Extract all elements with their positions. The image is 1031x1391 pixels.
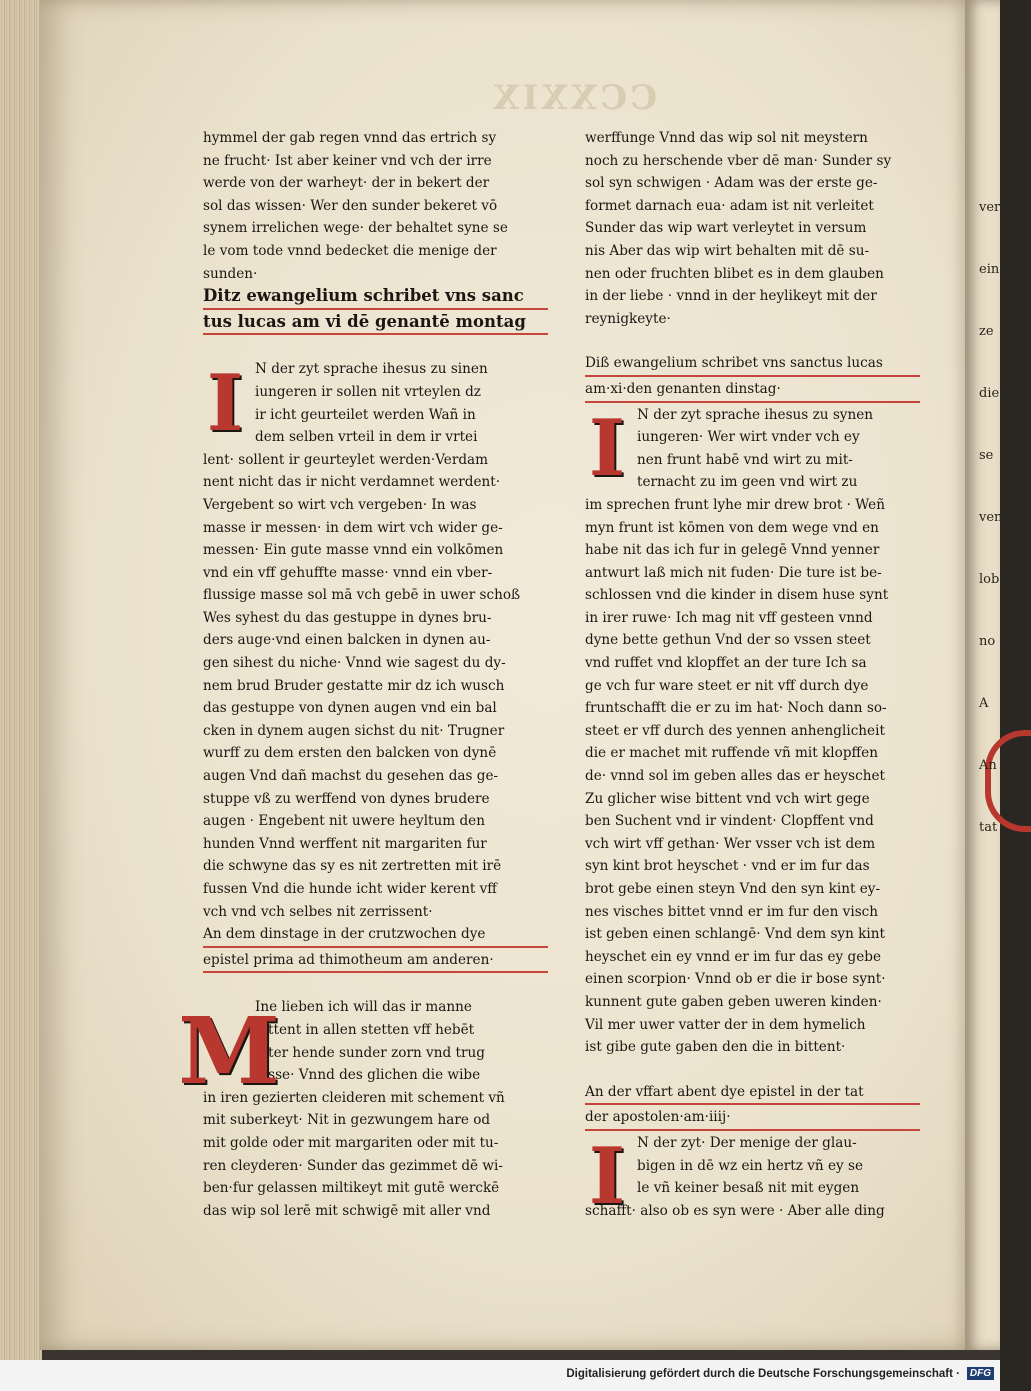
footer-credit: Digitalisierung gefördert durch die Deutsche Forschungsgemeinschaft ·	[566, 1368, 960, 1380]
rubric-rule	[203, 971, 548, 973]
text-line: Vil mer uwer vatter der in dem hymelich	[585, 1016, 866, 1033]
drop-cap-initial: I	[588, 403, 626, 495]
footer-bar	[0, 1360, 1000, 1391]
text-line: ist geben einen schlangē· Vnd dem syn kint	[585, 926, 885, 943]
text-line: gen sihest du niche· Vnnd wie sagest du dy-	[203, 655, 506, 672]
text-line: werffunge Vnnd das wip sol nit meystern	[585, 130, 868, 146]
text-line: sol syn schwigen · Adam was der erste ge-	[585, 175, 878, 192]
text-line: fussen Vnd die hunde icht wider kerent vff	[203, 881, 497, 897]
left-heading-2	[203, 923, 548, 973]
text-line: dem selben vrteil in dem ir vrtei	[255, 429, 478, 446]
rubric-rule	[203, 333, 548, 335]
text-line: in der liebe · vnnd in der heylikeyt mit der	[585, 288, 877, 305]
text-line: heyschet ein ey vnnd er im fur das ey gebe	[585, 948, 882, 965]
text-line: werde von der warheyt· der in bekert der	[203, 175, 490, 192]
text-line: steet er vff durch des yennen anhenglicheit	[585, 722, 885, 739]
text-line: die schwyne das sy es nit zertretten mit irē	[203, 858, 502, 875]
text-line: hymmel der gab regen vnnd das ertrich sy	[203, 130, 497, 146]
left-para-1	[203, 358, 548, 448]
text-line: vch wirt vff gethan· Wer vsser vch ist dem	[585, 835, 876, 852]
text-line: Wes syhest du das gestuppe in dynes bru-	[203, 609, 492, 626]
text-line: nisse· Vnnd des glichen die wibe	[255, 1067, 481, 1084]
text-line: in irer ruwe· Ich mag nit vff gesteen vnnd	[585, 609, 873, 626]
drop-cap-initial: M	[178, 997, 280, 1106]
text-line: antwurt laß mich nit fuden· Die ture ist be-	[585, 564, 882, 581]
text-line: brot gebe einen steyn Vnd den syn kint ey-	[585, 881, 881, 897]
text-line: nen oder fruchten blibet es in dem glauben	[585, 265, 884, 282]
rubric-rule	[585, 1129, 920, 1131]
text-line: Ine lieben ich will das ir manne	[255, 999, 472, 1016]
text-line: im sprechen frunt lyhe mir drew brot · Weñ	[585, 496, 885, 513]
text-line: luter hende sunder zorn vnd trug	[255, 1044, 485, 1061]
next-page-text-fragment: A	[979, 696, 989, 711]
text-line: nes visches bittet vnnd er im fur den visch	[585, 903, 879, 920]
text-line: schafft· also ob es syn were · Aber alle ding	[585, 1202, 885, 1219]
text-line: sunden·	[203, 265, 258, 282]
text-line: vch vnd vch selbes nit zerrissent·	[203, 903, 433, 920]
text-line: nis Aber das wip wirt behalten mit dē su-	[585, 242, 870, 259]
left-column	[178, 127, 548, 1222]
text-line: das wip sol lerē mit schwigē mit aller vnd	[203, 1202, 491, 1219]
text-line: N der zyt sprache ihesus zu synen	[637, 406, 874, 423]
next-page-edge	[965, 0, 1003, 1350]
text-line: N der zyt· Der menige der glau-	[637, 1134, 857, 1151]
text-line: die er machet mit ruffende vñ mit klopffen	[585, 745, 878, 762]
text-line: reynigkeyte·	[585, 310, 671, 327]
text-line: An der vffart abent dye epistel in der tat	[585, 1083, 864, 1100]
right-para-1-body	[585, 494, 920, 1059]
red-initial-fragment	[985, 730, 1031, 832]
next-page-text-fragment: tat	[979, 820, 998, 835]
dfg-logo: DFG	[967, 1367, 994, 1380]
rubric-rule	[585, 375, 920, 377]
rubric-rule	[203, 946, 548, 948]
text-line: kunnent gute gaben geben uweren kinden·	[585, 993, 882, 1010]
left-opening-text	[203, 127, 548, 285]
text-line: noch zu herschende vber dē man· Sunder sy	[585, 152, 892, 169]
text-line: ir icht geurteilet werden Wañ in	[255, 406, 476, 423]
text-line: ne frucht· Ist aber keiner vnd vch der irre	[203, 152, 492, 169]
text-line: dyne bette gethun Vnd der so vssen steet	[585, 632, 871, 649]
text-line: bigen in dē wz ein hertz vñ ey se	[637, 1157, 864, 1174]
text-line: einen scorpion· Vnnd ob er die ir bose synt·	[585, 971, 886, 988]
next-page-text-fragment: lob	[979, 572, 1000, 587]
next-page-text-fragment: An	[979, 758, 997, 773]
next-page-text-fragment: no	[979, 634, 996, 649]
drop-cap-initial: I	[206, 357, 244, 449]
text-line: mit suberkeyt· Nit in gezwungem hare od	[203, 1112, 491, 1129]
text-line: ren cleyderen· Sunder das gezimmet dē wi-	[203, 1157, 503, 1174]
text-line: nent nicht das ir nicht verdamnet werdent·	[203, 474, 501, 491]
rubric-rule	[585, 1103, 920, 1105]
text-line: masse ir messen· in dem wirt vch wider ge-	[203, 519, 503, 536]
right-para-2-body	[585, 1200, 920, 1223]
page-edges	[0, 0, 42, 1360]
text-line: iungeren· Wer wirt vnder vch ey	[637, 429, 860, 446]
next-page-text-fragment: die	[979, 386, 1000, 401]
left-heading-1	[203, 285, 548, 335]
text-line: in iren gezierten cleideren mit schement vñ	[203, 1089, 505, 1106]
next-page-text-fragment: ven	[979, 510, 1003, 525]
text-line: ist gibe gute gaben den die in bittent·	[585, 1039, 846, 1056]
text-line: synem irrelichen wege· der behaltet syne se	[203, 220, 508, 237]
text-line: Vergebent so wirt vch vergeben· In was	[203, 496, 477, 513]
text-line: Ditz ewangelium schribet vns sanc	[203, 286, 524, 306]
next-page-text-fragment: ein	[979, 262, 1000, 277]
right-column	[585, 127, 920, 1222]
text-line: le vom tode vnnd bedecket die menige der	[203, 242, 497, 259]
text-line: de· vnnd sol im geben alles das er heyschet	[585, 768, 885, 785]
left-para-1-body	[203, 449, 548, 923]
text-line: ternacht zu im geen vnd wirt zu	[637, 474, 858, 491]
rubric-rule	[585, 401, 920, 403]
text-line: ben Suchent vnd ir vindent· Clopffent vnd	[585, 813, 874, 830]
text-line: An dem dinstage in der crutzwochen dye	[203, 926, 486, 943]
text-line: wurff zu dem ersten den balcken von dynē	[203, 745, 497, 762]
text-line: am·xi·den genanten dinstag·	[585, 380, 781, 397]
text-line: N der zyt sprache ihesus zu sinen	[255, 361, 488, 378]
text-line: der apostolen·am·iiij·	[585, 1109, 731, 1126]
text-line: iungeren ir sollen nit vrteylen dz	[255, 383, 481, 400]
text-line: flussige masse sol mā vch gebē in uwer schoß	[203, 587, 521, 604]
text-line: das gestuppe von dynen augen vnd ein bal	[203, 700, 497, 717]
text-line: habe nit das ich fur in gelegē Vnnd yenner	[585, 542, 880, 559]
text-line: syn kint brot heyschet · vnd er im fur das	[585, 858, 870, 875]
text-line: vnd ruffet vnd klopffet an der ture Ich sa	[585, 655, 867, 672]
text-line: nen frunt habē vnd wirt zu mit-	[637, 451, 853, 468]
text-line: nem brud Bruder gestatte mir dz ich wusch	[203, 677, 505, 694]
text-line: ge vch fur ware steet er nit vff durch dye	[585, 677, 869, 694]
text-line: fruntschafft die er zu im hat· Noch dann so-	[585, 700, 887, 717]
folio-number: CCXXIX	[490, 78, 658, 118]
text-line: lent· sollent ir geurteylet werden·Verdam	[203, 451, 489, 468]
text-line: bittent in allen stetten vff hebēt	[255, 1021, 475, 1038]
text-line: mit golde oder mit margariten oder mit tu-	[203, 1134, 499, 1151]
rubric-rule	[203, 308, 548, 310]
drop-cap-initial: I	[588, 1131, 626, 1223]
text-line: vnd ein vff gehuffte masse· vnnd ein vber-	[203, 564, 493, 581]
text-line: myn frunt ist kōmen von dem wege vnd en	[585, 519, 879, 536]
next-page-text-fragment: ver	[979, 200, 1001, 215]
text-line: sol das wissen· Wer den sunder bekeret vō	[203, 197, 498, 214]
text-line: messen· Ein gute masse vnnd ein volkōmen	[203, 542, 504, 559]
text-line: cken in dynem augen sichst du nit· Trugner	[203, 722, 505, 739]
text-line: tus lucas am vi dē genantē montag	[203, 311, 526, 331]
right-heading-1	[585, 352, 920, 402]
right-opening-text	[585, 127, 920, 330]
text-line: stuppe vß zu werffend von dynes brudere	[203, 790, 490, 807]
next-page-text-fragment: se	[979, 448, 994, 463]
text-line: schlossen vnd die kinder in disem huse synt	[585, 587, 889, 604]
right-para-1	[585, 404, 920, 494]
text-line: augen Vnd dañ machst du gesehen das ge-	[203, 768, 499, 785]
left-para-2-body	[203, 1087, 548, 1223]
text-line: hunden Vnnd werffent nit margariten fur	[203, 835, 487, 852]
text-line: augen · Engebent nit uwere heyltum den	[203, 813, 485, 830]
next-page-text-fragment: ze	[979, 324, 994, 339]
text-line: formet darnach eua· adam ist nit verleitet	[585, 197, 874, 214]
right-heading-2	[585, 1081, 920, 1131]
text-line: Diß ewangelium schribet vns sanctus lucas	[585, 355, 883, 372]
text-line: ders auge·vnd einen balcken in dynen au-	[203, 632, 491, 649]
text-line: Zu glicher wise bittent vnd vch wirt gege	[585, 790, 870, 807]
text-line: epistel prima ad thimotheum am anderen·	[203, 951, 494, 968]
text-line: ben·fur gelassen miltikeyt mit gutē werckē	[203, 1180, 500, 1197]
text-line: le vñ keiner besaß nit mit eygen	[637, 1180, 860, 1197]
text-line: Sunder das wip wart verleytet in versum	[585, 220, 867, 237]
